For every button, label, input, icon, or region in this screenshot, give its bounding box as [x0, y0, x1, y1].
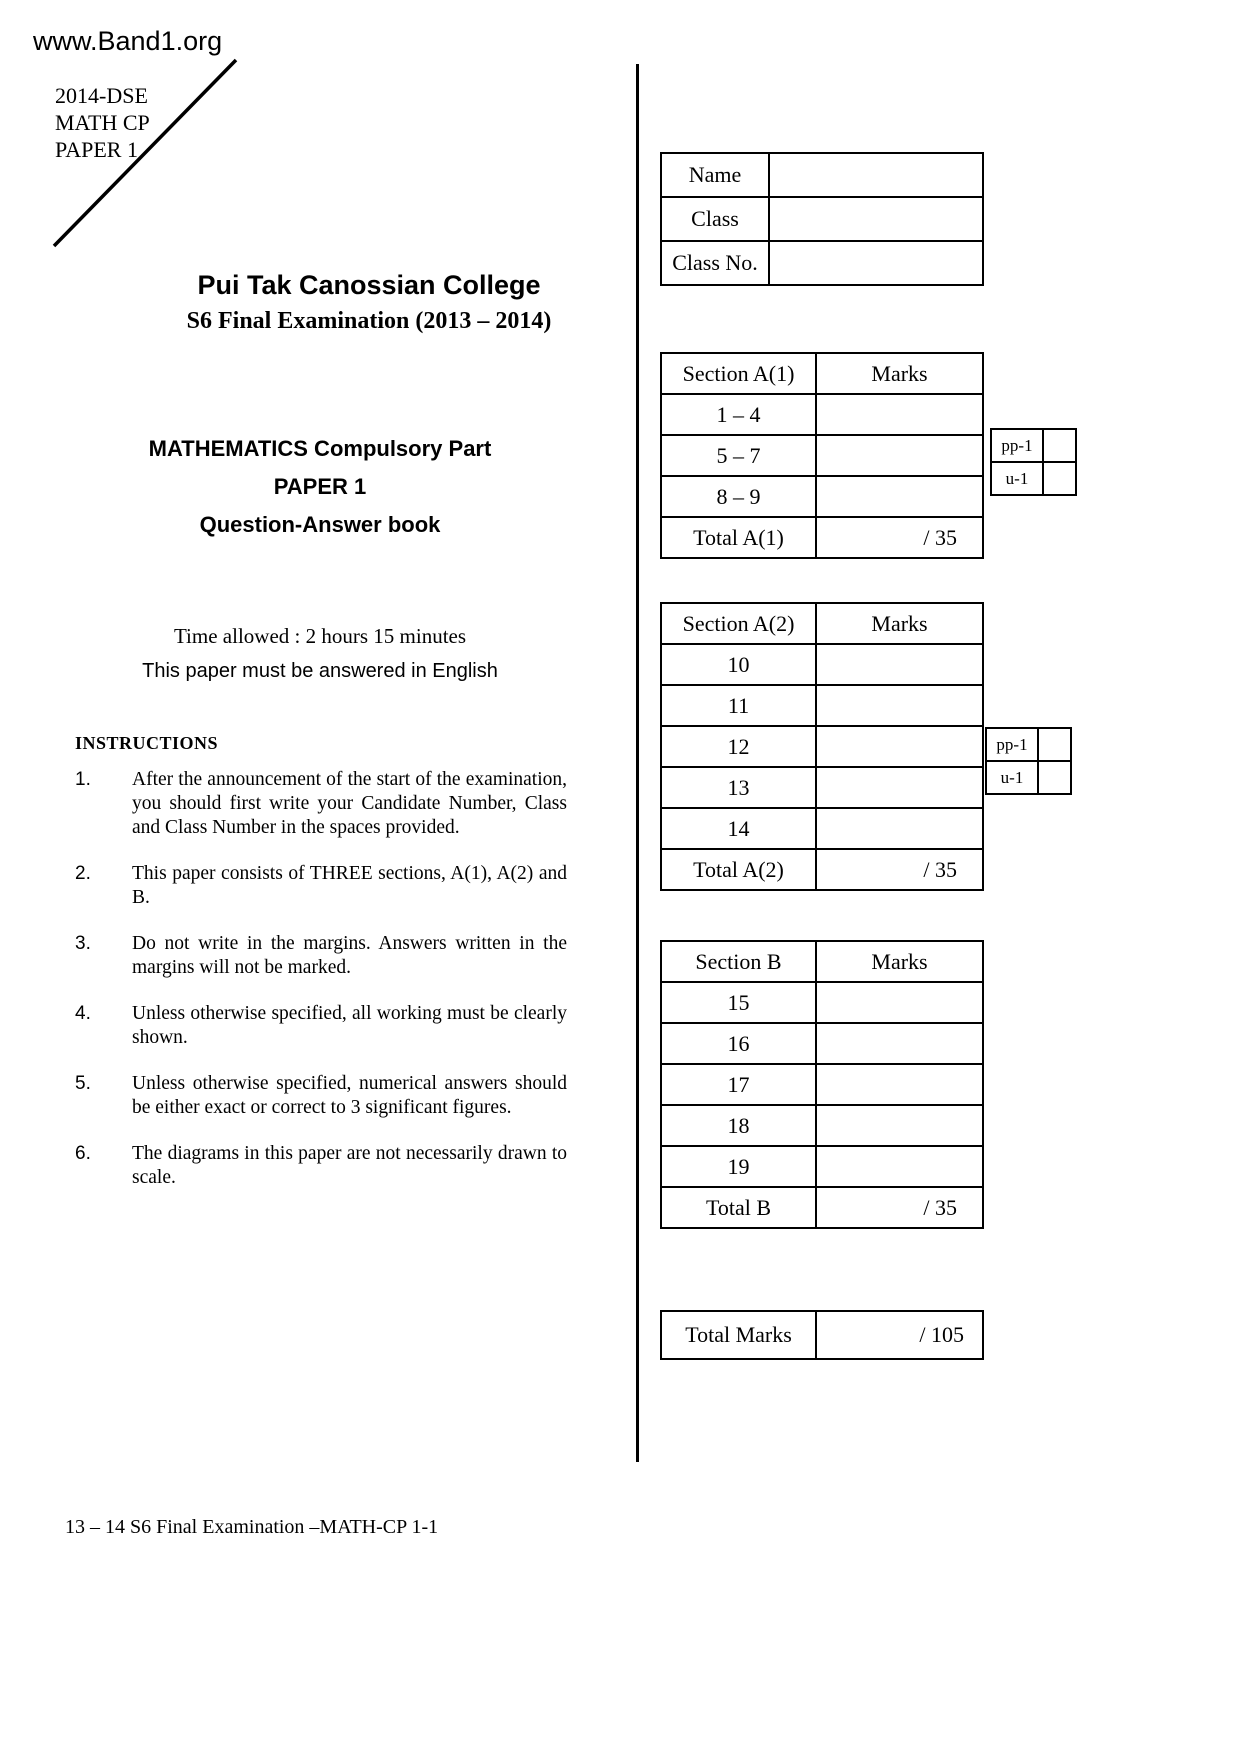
u-1-cell [1038, 761, 1071, 794]
table-row [661, 808, 983, 849]
instructions-list [75, 768, 567, 1190]
item-text: This paper consists of THREE sections, A(1), A(2) and B. [132, 863, 567, 908]
list-item [75, 932, 567, 980]
total-marks-label: Total Marks [661, 1311, 816, 1359]
table-row [661, 197, 983, 241]
name-label: Name [661, 153, 769, 197]
item-text: After the announcement of the start of the examination, you should first write your Candidate Number, Class and Class Number in the spaces provided. [132, 769, 567, 838]
question-number: 17 [661, 1064, 816, 1105]
question-number: 14 [661, 808, 816, 849]
marker-code-box [985, 727, 1072, 795]
list-item [75, 1002, 567, 1050]
section-b-header: Section B [661, 941, 816, 982]
question-number: 15 [661, 982, 816, 1023]
exam-code-line: PAPER 1 [55, 137, 138, 162]
marks-cell [816, 435, 983, 476]
table-row [661, 726, 983, 767]
marks-cell [816, 394, 983, 435]
student-info-table [660, 152, 984, 286]
table-row [661, 1187, 983, 1228]
pp-1-cell [1038, 728, 1071, 761]
question-range: 8 – 9 [661, 476, 816, 517]
table-row [661, 1146, 983, 1187]
class-no-input-cell[interactable] [769, 241, 983, 285]
section-b-table [660, 940, 984, 1229]
question-number: 18 [661, 1105, 816, 1146]
class-no-label: Class No. [661, 241, 769, 285]
table-row [661, 1105, 983, 1146]
table-row [986, 728, 1071, 761]
list-item [75, 768, 567, 840]
marks-cell [816, 982, 983, 1023]
question-number: 10 [661, 644, 816, 685]
question-range: 1 – 4 [661, 394, 816, 435]
list-item [75, 1072, 567, 1120]
item-number: 4. [75, 1003, 91, 1024]
marks-cell [816, 644, 983, 685]
table-row [661, 603, 983, 644]
table-row [661, 1311, 983, 1359]
table-row [986, 761, 1071, 794]
section-a2-table [660, 602, 984, 891]
marks-cell [816, 1064, 983, 1105]
pp-1-cell [1043, 429, 1076, 462]
question-number: 19 [661, 1146, 816, 1187]
time-allowed: Time allowed : 2 hours 15 minutes [173, 624, 467, 648]
header-block [75, 270, 663, 335]
marks-cell [816, 1023, 983, 1064]
marks-header: Marks [816, 941, 983, 982]
item-number: 2. [75, 863, 91, 884]
table-row [661, 435, 983, 476]
u-1-label: u-1 [986, 761, 1038, 794]
site-watermark: www.Band1.org [33, 26, 223, 56]
marks-cell [816, 808, 983, 849]
item-number: 5. [75, 1073, 91, 1094]
total-label: Total A(1) [661, 517, 816, 558]
marks-cell [816, 1105, 983, 1146]
table-row [661, 644, 983, 685]
marks-cell [816, 767, 983, 808]
table-row [661, 353, 983, 394]
total-marks: / 35 [816, 517, 983, 558]
section-a1-table [660, 352, 984, 559]
question-number: 16 [661, 1023, 816, 1064]
subject-title: MATHEMATICS Compulsory Part [148, 436, 492, 461]
table-row [661, 476, 983, 517]
exam-title: S6 Final Examination (2013 – 2014) [186, 308, 552, 334]
table-row [991, 462, 1076, 495]
item-text: Unless otherwise specified, all working must be clearly shown. [132, 1003, 567, 1048]
item-text: Do not write in the margins. Answers written in the margins will not be marked. [132, 933, 567, 978]
marks-cell [816, 685, 983, 726]
marks-header: Marks [816, 603, 983, 644]
marks-cell [816, 1146, 983, 1187]
item-text: The diagrams in this paper are not necessarily drawn to scale. [132, 1143, 567, 1188]
table-row [661, 394, 983, 435]
name-input-cell[interactable] [769, 153, 983, 197]
total-marks: / 35 [816, 849, 983, 890]
table-row [991, 429, 1076, 462]
marks-header: Marks [816, 353, 983, 394]
language-note: This paper must be answered in English [142, 660, 498, 682]
table-row [661, 517, 983, 558]
list-item [75, 862, 567, 910]
table-row [661, 1064, 983, 1105]
list-item [75, 1142, 567, 1190]
question-range: 5 – 7 [661, 435, 816, 476]
table-row [661, 1023, 983, 1064]
question-number: 13 [661, 767, 816, 808]
table-row [661, 241, 983, 285]
exam-code-line: 2014-DSE [55, 83, 148, 108]
question-number: 11 [661, 685, 816, 726]
table-row [661, 153, 983, 197]
school-name: Pui Tak Canossian College [197, 270, 541, 300]
class-input-cell[interactable] [769, 197, 983, 241]
u-1-label: u-1 [991, 462, 1043, 495]
table-row [661, 849, 983, 890]
pp-1-label: pp-1 [986, 728, 1038, 761]
table-row [661, 982, 983, 1023]
item-number: 1. [75, 769, 91, 790]
instructions-heading: INSTRUCTIONS [75, 733, 219, 753]
section-a1-header: Section A(1) [661, 353, 816, 394]
table-row [661, 767, 983, 808]
exam-code-line: MATH CP [55, 110, 150, 135]
question-number: 12 [661, 726, 816, 767]
subject-block [75, 430, 565, 544]
section-a2-header: Section A(2) [661, 603, 816, 644]
table-row [661, 685, 983, 726]
total-marks: / 35 [816, 1187, 983, 1228]
item-number: 6. [75, 1143, 91, 1164]
u-1-cell [1043, 462, 1076, 495]
item-number: 3. [75, 933, 91, 954]
book-title: Question-Answer book [199, 512, 441, 537]
marker-code-box [990, 428, 1077, 496]
page-footer: 13 – 14 S6 Final Examination –MATH-CP 1-1 [65, 1516, 439, 1538]
time-block [75, 624, 565, 683]
item-text: Unless otherwise specified, numerical answers should be either exact or correct to 3 significant figures. [132, 1073, 567, 1118]
total-marks-table [660, 1310, 984, 1360]
pp-1-label: pp-1 [991, 429, 1043, 462]
total-label: Total A(2) [661, 849, 816, 890]
marks-cell [816, 726, 983, 767]
total-marks-value: / 105 [816, 1311, 983, 1359]
class-label: Class [661, 197, 769, 241]
total-label: Total B [661, 1187, 816, 1228]
table-row [661, 941, 983, 982]
exam-code-block [55, 82, 150, 163]
marks-cell [816, 476, 983, 517]
paper-title: PAPER 1 [273, 474, 367, 499]
